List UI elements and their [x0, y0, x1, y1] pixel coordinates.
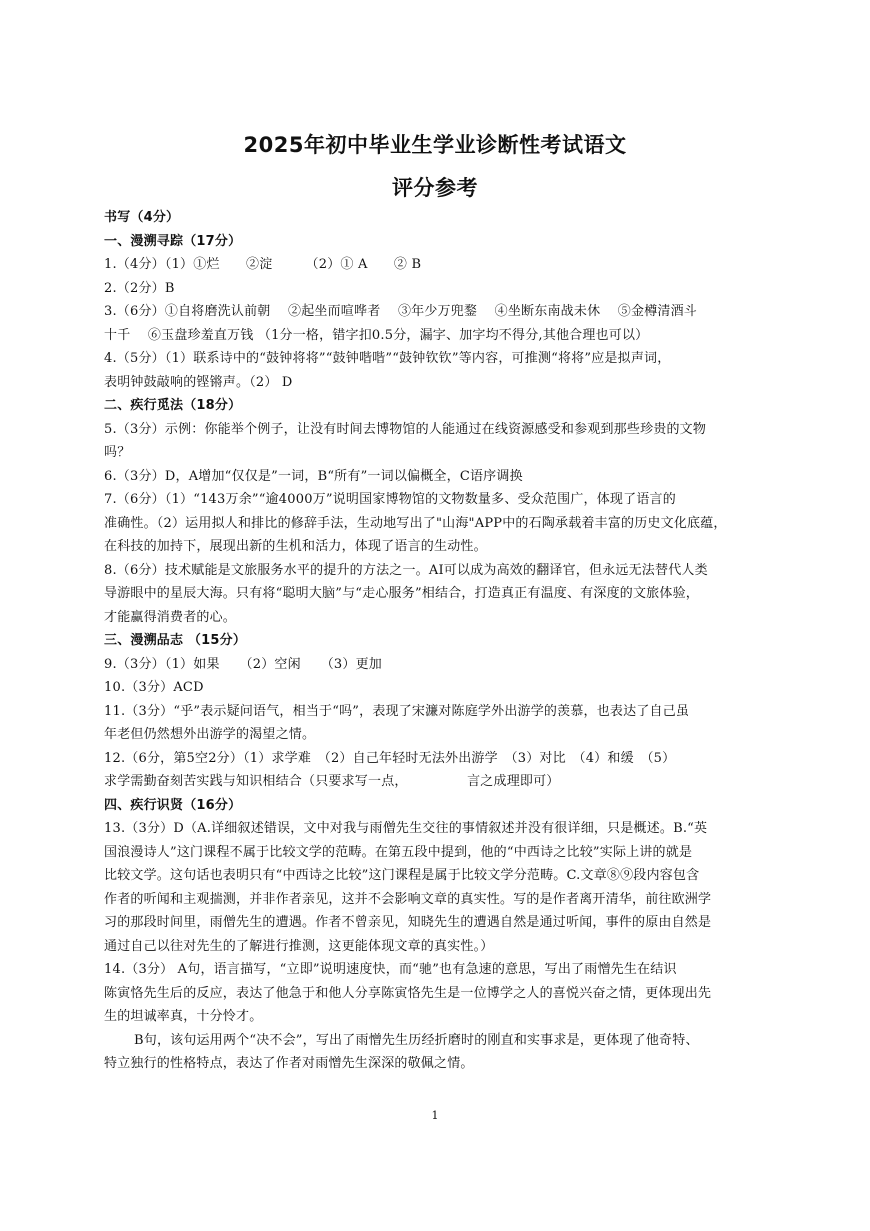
text-line: 8.（6分）技术赋能是文旅服务水平的提升的方法之一。AI可以成为高效的翻译官，但永远无法替代人类	[104, 562, 708, 578]
text-line: 陈寅恪先生后的反应，表达了他急于和他人分享陈寅恪先生是一位博学之人的喜悦兴奋之情，更体现出先	[104, 985, 712, 1001]
section-heading: 三、漫溯品志 （15分）	[104, 633, 247, 648]
text-line: 生的坦诚率真，十分怜才。	[104, 1009, 263, 1024]
section-heading: 四、疾行识贤（16分）	[104, 797, 242, 813]
text-line: 比较文学。这句话也表明只有“中西诗之比较”这门课程是属于比较文学分范畴。C.文章⑧⑨段内容包含	[104, 868, 700, 883]
text-line: 表明钟鼓敲响的铿锵声。（2） D	[104, 374, 293, 390]
text-line: 特立独行的性格特点，表达了作者对雨憎先生深深的敬佩之情。	[104, 1056, 474, 1071]
answer-key-body	[104, 206, 768, 1076]
section-heading: 书写（4分）	[104, 210, 180, 225]
text-line: 10.（3分）ACD	[104, 680, 204, 695]
text-line: 年老但仍然想外出游学的渴望之情。	[104, 727, 316, 742]
text-line: 7.（6分）（1）“143万余”“逾4000万”说明国家博物馆的文物数量多、受众范围广，体现了语言的	[104, 492, 676, 507]
text-line: 在科技的加持下，展现出新的生机和活力，体现了语言的生动性。	[104, 539, 487, 554]
text-line: B句，该句运用两个“决不会”，写出了雨憎先生历经折磨时的刚直和实事求是，更体现了他奇特、	[134, 1032, 699, 1048]
text-line: 才能赢得消费者的心。	[104, 609, 237, 625]
text-line: 13.（3分）D（A.详细叙述错误，文中对我与雨僧先生交往的事情叙述并没有很详细，只是概述。B.“英	[104, 821, 708, 836]
text-line: 导游眼中的星辰大海。只有将“聪明大脑”与“走心服务”相结合，打造真正有温度、有深度的文旅体验，	[104, 586, 699, 601]
text-line: 12.（6分，第5空2分）（1）求学难 （2）自己年轻时无法外出游学 （3）对比 （4）和缓 （5）	[104, 750, 676, 766]
text-line: 14.（3分） A句，语言描写，“立即”说明速度快，而“驰”也有急速的意思，写出了雨憎先生在结识	[104, 962, 677, 977]
page-number: 1	[431, 1109, 439, 1122]
text-line: 9.（3分）（1）如果 （2）空闲 （3）更加	[104, 656, 382, 672]
text-line: 十千 ⑥玉盘珍羞直万钱 （1分一格，错字扣0.5分，漏字、加字均不得分,其他合理也可以）	[104, 327, 649, 343]
text-line: 6.（3分）D，A增加“仅仅是”一词，B“所有”一词以偏概全，C语序调换	[104, 468, 523, 484]
text-line: 作者的听闻和主观揣测，并非作者亲见，这并不会影响文章的真实性。写的是作者离开清华，前往欧洲学	[104, 891, 712, 907]
text-line: 习的那段时间里，雨僧先生的遭遇。作者不曾亲见，知晓先生的遭遇自然是通过听闻，事件的原由自然是	[104, 915, 712, 930]
text-line: 通过自己以往对先生的了解进行推测，这更能体现文章的真实性。）	[104, 938, 494, 954]
text-line: 11.（3分）“乎”表示疑问语气，相当于“吗”，表现了宋濂对陈庭学外出游学的羡慕，也表达了自己虽	[104, 703, 690, 719]
text-line: 2.（2分）B	[104, 280, 175, 296]
text-line: 求学需勤奋刻苦实践与知识相结合（只要求写一点， 言之成理即可）	[104, 774, 560, 789]
section-heading: 一、漫溯寻踪（17分）	[104, 233, 242, 249]
section-heading: 二、疾行觅法（18分）	[104, 398, 242, 413]
text-line: 3.（6分）①自将磨洗认前朝 ②起坐而喧哗者 ③年少万兜鍪 ④坐断东南战未休 ⑤金樽清酒斗	[104, 304, 698, 319]
text-line: 国浪漫诗人”这门课程不属于比较文学的范畴。在第五段中提到，他的“中西诗之比较”实际上讲的就是	[104, 844, 693, 860]
page-title: 2025年初中毕业生学业诊断性考试语文	[243, 133, 627, 157]
text-line: 4.（5分）（1）联系诗中的“鼓钟将将”“鼓钟喈喈”“鼓钟钦钦”等内容，可推测“将将”应是拟声词，	[104, 351, 671, 366]
text-line: 1.（4分）（1）①烂 ②淀 （2）① A ② B	[104, 257, 422, 272]
text-line: 吗？	[104, 445, 131, 460]
page-subtitle: 评分参考	[392, 176, 478, 200]
text-line: 5.（3分）示例：你能举个例子，让没有时间去博物馆的人能通过在线资源感受和参观到那些珍贵的文物	[104, 421, 707, 437]
text-line: 准确性。（2）运用拟人和排比的修辞手法，生动地写出了"山海"APP中的石陶承载着丰富的历史文化底蕴，	[104, 515, 727, 531]
